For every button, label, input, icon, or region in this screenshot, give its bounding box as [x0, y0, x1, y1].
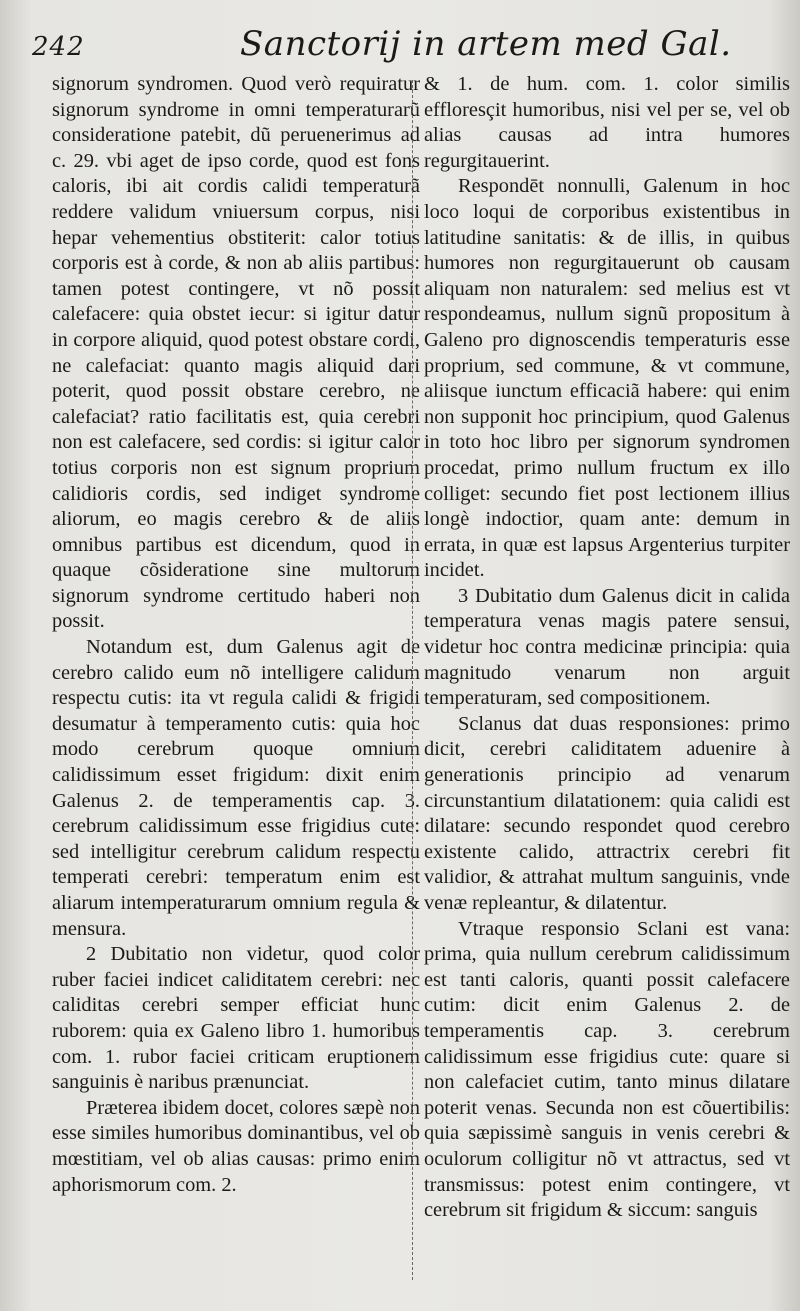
- paragraph: Notandum est, dum Galenus agit de cerebro calido eum nõ intelligere calidum respectu cutis: ita vt regula calidi & frigidi desumatur à temperamento cutis: quia hoc modo cerebrum quoque omnium calidissimum esset frigidum: dixit enim Galenus 2. de temperamentis cap. 3. cerebrum calidissimum esse frigidius cute: sed intelligitur cerebrum calidum respectu temperati cerebri: temperatum enim est aliarum intemperaturarum omnium regula & mensura.: [52, 636, 420, 940]
- right-column: [424, 72, 790, 1224]
- paragraph: Vtraque responsio Sclani est vana: prima, quia nullum cerebrum calidissimum est tanti caloris, quanti possit calefacere cutim: dicit enim Galenus 2. de temperamentis cap. 3. cerebrum calidissimum esse frigidius cute: quare si non calefaciet cutim, tanto minus dilatare poterit venas. Secunda non est cõuertibilis: quia sæpissimè sanguis in venis cerebri & oculorum colligitur nõ vt attractus, sed vt transmissus: potest enim contingere, vt cerebrum sit frigidum & siccum: sanguis: [424, 917, 790, 1222]
- paragraph: Præterea ibidem docet, colores sæpè non esse similes humoribus dominantibus, vel ob mœstitiam, vel ob alias causas: primo enim aphorismorum com. 2.: [52, 1096, 420, 1196]
- paragraph: Sclanus dat duas responsiones: primo dicit, cerebri caliditatem aduenire à generationis principio ad venarum circunstantium dilatationem: quia calidi est dilatare: secundo respondet quod cerebro existente calido, attractrix cerebri fit validior, & attrahat multum sanguinis, vnde venæ repleantur, & dilatentur.: [424, 712, 790, 914]
- running-head: [0, 18, 800, 68]
- left-column: [52, 72, 420, 1198]
- running-title: Sanctorij in artem med Gal.: [240, 24, 732, 64]
- paragraph: 3 Dubitatio dum Galenus dicit in calida temperatura venas magis patere sensui, videtur hoc contra medicinæ principia: quia magnitudo venarum non arguit temperaturam, sed compositionem.: [424, 584, 790, 710]
- page-number: 242: [32, 32, 85, 62]
- paragraph: & 1. de hum. com. 1. color similis effloresçit humoribus, nisi vel per se, vel ob alias causas ad intra humores regurgitauerint.: [424, 73, 790, 172]
- paragraph: Respondēt nonnulli, Galenum in hoc loco loqui de corporibus existentibus in latitudine sanitatis: & de illis, in quibus humores non regurgitauerunt ob causam aliquam non naturalem: sed melius est vt respondeamus, nullum signũ propositum à Galeno pro dignoscendis temperaturis esse proprium, sed commune, & vt commune, aliisque iunctum efficaciã habere: qui enim non supponit hoc principium, quod Galenus in toto hoc libro per signorum syndromen procedat, primo nullum fructum ex illo colliget: secundo fiet post lectionem illius longè indoctior, quam ante: demum in errata, in quæ est lapsus Argenterius turpiter incidet.: [424, 175, 790, 582]
- paragraph: signorum syndromen. Quod verò requiratur signorum syndrome in omni temperaturarũ consideratione patebit, dũ peruenerimus ad c. 29. vbi aget de ipso corde, quod est fons caloris, ibi ait cordis calidi temperaturã reddere validum vniuersum corpus, nisi hepar vehementius obstiterit: calor totius corporis est à corde, & non ab aliis partibus: tamen potest contingere, vt nõ possit calefacere: quia obstet iecur: si igitur datur in corpore aliquid, quod potest obstare cordi, ne calefaciat: quanto magis aliquid dari poterit, quod possit obstare cerebro, ne calefaciat? ratio facilitatis est, quia cerebri non est calefacere, sed cordis: si igitur calor totius corporis non est signum proprium calidioris cordis, sed indiget syndrome aliorum, eo magis cerebro & de aliis omnibus partibus est dicendum, quod in quaque cõsideratione sine multorum signorum syndrome certitudo haberi non possit.: [52, 73, 420, 633]
- column-divider: [412, 80, 413, 1280]
- paragraph: 2 Dubitatio non videtur, quod color ruber faciei indicet caliditatem cerebri: nec caliditas cerebri semper efficiat hunc ruborem: quia ex Galeno libro 1. humoribus com. 1. rubor faciei criticam eruptionem sanguinis è naribus prænunciat.: [52, 943, 420, 1094]
